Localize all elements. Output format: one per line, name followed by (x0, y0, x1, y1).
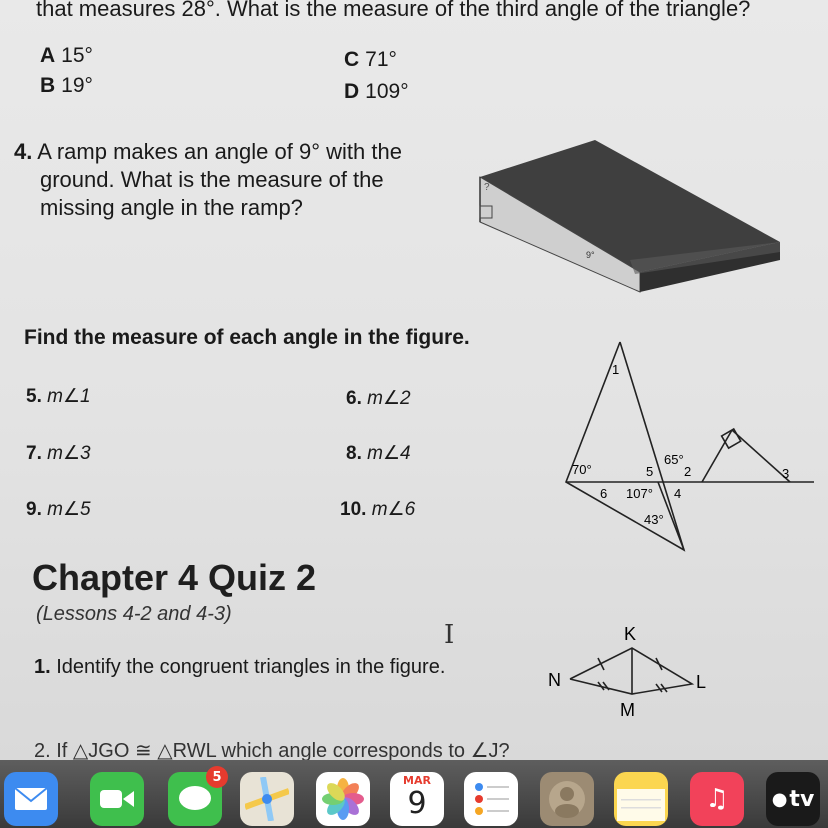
find-section-title: Find the measure of each angle in the figure. (24, 326, 470, 349)
point-m-label: M (620, 700, 635, 720)
angle-43-label: 43° (644, 512, 664, 527)
point-l-label: L (696, 672, 707, 692)
ramp-unknown-angle: ? (484, 182, 490, 193)
messages-icon[interactable] (168, 769, 222, 826)
quiz-question-2-partial: 2. If △JGO ≅ △RWL which angle corresponds to ∠J? (34, 740, 510, 760)
point-n-label: N (548, 670, 561, 690)
angle-3-label: 3 (782, 466, 790, 481)
apple-logo-icon: ● (771, 788, 788, 810)
calendar-month: MAR (403, 774, 431, 787)
calendar-day: 9 (407, 786, 427, 821)
angle-2-label: 2 (684, 464, 692, 479)
question-4-line-2: ground. What is the measure of the (40, 167, 384, 192)
congruent-triangles-figure (540, 624, 720, 724)
item-8: 8. m∠4 (346, 443, 411, 464)
angle-65-label: 65° (664, 452, 684, 467)
dock (0, 760, 828, 828)
ramp-angle-label: 9° (586, 250, 595, 260)
question-4 (14, 138, 402, 222)
quiz-question-1: 1. Identify the congruent triangles in the figure. (34, 656, 446, 678)
angle-5-label: 5 (646, 464, 654, 479)
question-4-line-3: missing angle in the ramp? (40, 195, 303, 220)
item-7: 7. m∠3 (26, 443, 91, 464)
question-4-line-1: A ramp makes an angle of 9° with the (37, 139, 402, 164)
notes-icon[interactable] (614, 772, 668, 826)
contacts-icon[interactable] (540, 772, 594, 826)
text-cursor-icon: I (444, 620, 455, 650)
angle-70-label: 70° (572, 462, 592, 477)
choice-d: D 109° (344, 80, 409, 103)
angle-figure (560, 338, 820, 556)
chapter-lessons: (Lessons 4-2 and 4-3) (36, 603, 232, 625)
chapter-title: Chapter 4 Quiz 2 (32, 557, 317, 598)
angle-4-label: 4 (674, 486, 682, 501)
angle-6-label: 6 (600, 486, 608, 501)
choice-b: B 19° (40, 74, 93, 97)
question-4-number: 4. (14, 139, 33, 164)
angle-1-label: 1 (612, 362, 620, 377)
item-10: 10. m∠6 (340, 499, 416, 520)
photos-icon[interactable] (316, 772, 370, 826)
maps-icon[interactable] (240, 772, 294, 826)
tv-icon[interactable]: ● tv (766, 772, 820, 826)
point-k-label: K (624, 624, 637, 644)
item-9: 9. m∠5 (26, 499, 91, 520)
mail-icon[interactable] (4, 772, 58, 826)
choice-c: C 71° (344, 48, 397, 71)
question-3-text: that measures 28°. What is the measure of the third angle of the triangle? (36, 0, 751, 21)
messages-badge: 5 (206, 766, 228, 788)
reminders-icon[interactable] (464, 772, 518, 826)
item-5: 5. m∠1 (26, 386, 91, 407)
ramp-figure (460, 132, 790, 302)
calendar-icon[interactable] (390, 772, 444, 826)
facetime-icon[interactable] (90, 772, 144, 826)
music-icon[interactable]: ♫ (690, 772, 744, 826)
choice-a: A 15° (40, 44, 93, 67)
item-6: 6. m∠2 (346, 388, 411, 409)
angle-107-label: 107° (626, 486, 653, 501)
